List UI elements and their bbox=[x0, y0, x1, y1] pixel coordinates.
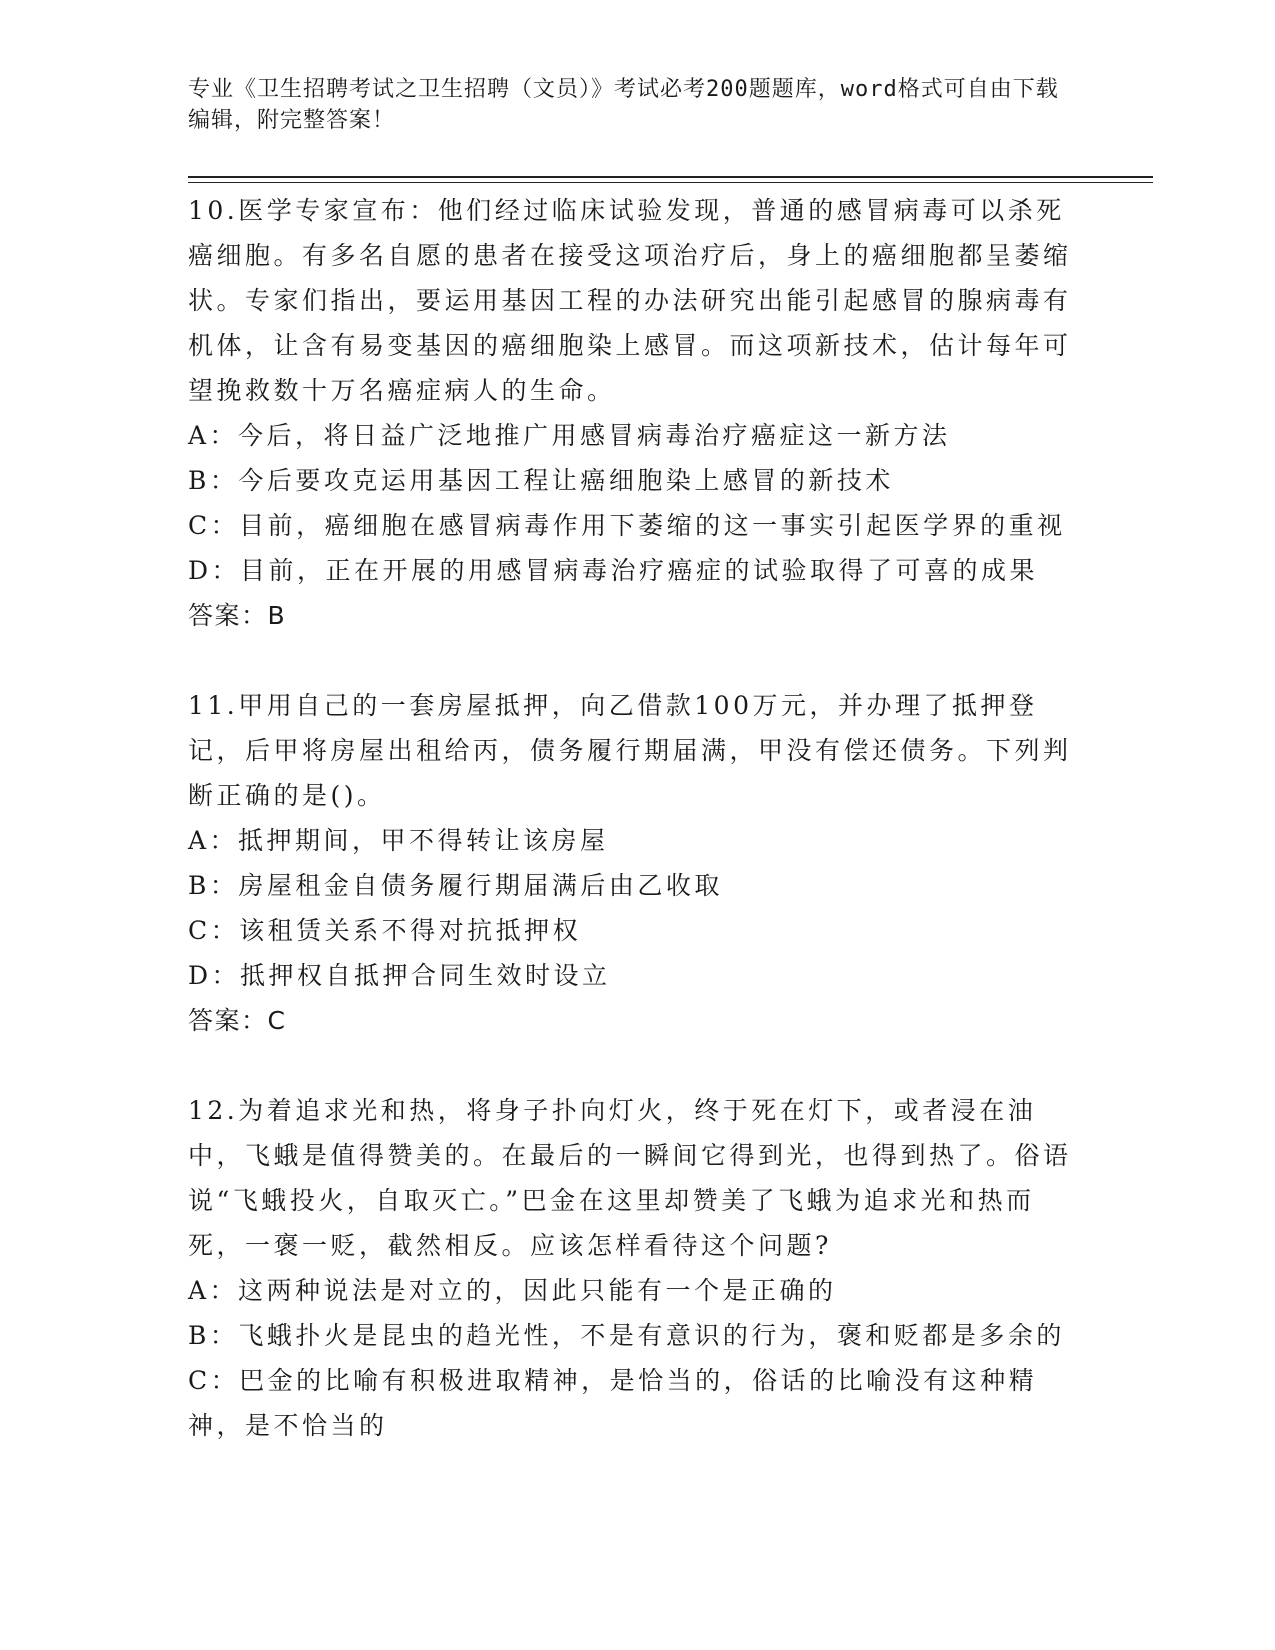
question-list bbox=[188, 188, 1073, 1448]
option-b: B：房屋租金自债务履行期届满后由乙收取 bbox=[188, 871, 723, 900]
option-b: B：今后要攻克运用基因工程让癌细胞染上感冒的新技术 bbox=[188, 466, 894, 495]
question-10 bbox=[188, 188, 1073, 638]
question-12 bbox=[188, 1088, 1073, 1448]
header-divider-thin bbox=[188, 182, 1153, 183]
option-c: C：目前，癌细胞在感冒病毒作用下萎缩的这一事实引起医学界的重视 bbox=[188, 511, 1066, 540]
option-b: B：飞蛾扑火是昆虫的趋光性，不是有意识的行为，褒和贬都是多余的 bbox=[188, 1321, 1065, 1350]
spacer bbox=[188, 1043, 1073, 1088]
spacer bbox=[188, 638, 1073, 683]
question-stem: 11.甲用自己的一套房屋抵押，向乙借款100万元，并办理了抵押登记，后甲将房屋出租给丙，债务履行期届满，甲没有偿还债务。下列判断正确的是()。 bbox=[188, 691, 1072, 810]
option-d: D：抵押权自抵押合同生效时设立 bbox=[188, 961, 611, 990]
option-a: A：抵押期间，甲不得转让该房屋 bbox=[188, 826, 609, 855]
document-header: 专业《卫生招聘考试之卫生招聘（文员）》考试必考200题题库，word格式可自由下载编辑，附完整答案！ bbox=[188, 77, 1059, 133]
option-c: C：该租赁关系不得对抗抵押权 bbox=[188, 916, 582, 945]
option-c: C：巴金的比喻有积极进取精神，是恰当的，俗话的比喻没有这种精神，是不恰当的 bbox=[188, 1366, 1038, 1440]
option-d: D：目前，正在开展的用感冒病毒治疗癌症的试验取得了可喜的成果 bbox=[188, 556, 1039, 585]
question-stem: 10.医学专家宣布：他们经过临床试验发现，普通的感冒病毒可以杀死癌细胞。有多名自愿的患者在接受这项治疗后，身上的癌细胞都呈萎缩状。专家们指出，要运用基因工程的办法研究出能引起感冒的腺病毒有机体，让含有易变基因的癌细胞染上感冒。而这项新技术，估计每年可望挽救数十万名癌症病人的生命。 bbox=[188, 196, 1072, 405]
question-11 bbox=[188, 683, 1073, 1043]
option-a: A：这两种说法是对立的，因此只能有一个是正确的 bbox=[188, 1276, 837, 1305]
answer: 答案：C bbox=[188, 1006, 287, 1035]
header-divider-thick bbox=[188, 176, 1153, 178]
option-a: A：今后，将日益广泛地推广用感冒病毒治疗癌症这一新方法 bbox=[188, 421, 951, 450]
question-stem: 12.为着追求光和热，将身子扑向灯火，终于死在灯下，或者浸在油中，飞蛾是值得赞美的。在最后的一瞬间它得到光，也得到热了。俗语说“飞蛾投火，自取灭亡。”巴金在这里却赞美了飞蛾为追求光和热而死，一褒一贬，截然相反。应该怎样看待这个问题? bbox=[188, 1096, 1072, 1260]
answer: 答案：B bbox=[188, 601, 287, 630]
